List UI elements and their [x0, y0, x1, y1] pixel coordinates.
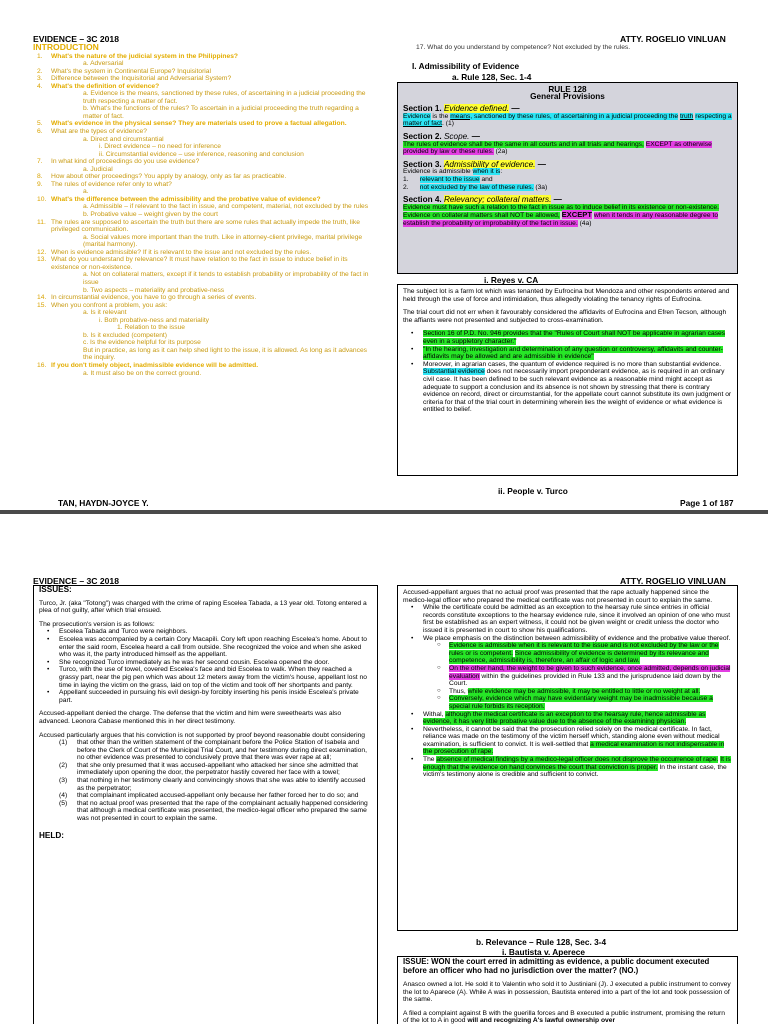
- prosecution-bullet: • She recognized Turco immediately as he was her second cousin. Escelea opened the door.: [39, 659, 372, 667]
- rule-subtitle: General Provisions: [530, 91, 605, 101]
- question-subitem: [33, 271, 371, 286]
- question-item: [33, 219, 371, 234]
- question-number: 1.: [37, 52, 43, 60]
- footer-page-number: Page 1 of 187: [680, 498, 734, 508]
- section-rule-128: a. Rule 128, Sec. 1-4: [452, 72, 532, 82]
- question-text: The rules are supposed to ascertain the truth but there are some rules that actually impede the truth, like privileged communication.: [51, 218, 360, 234]
- page-header-right: ATTY. ROGELIO VINLUAN: [620, 576, 726, 586]
- question-item: [33, 75, 371, 83]
- page-header-right: ATTY. ROGELIO VINLUAN: [620, 34, 726, 44]
- question-text: But in practice, as long as it can help shed light to the issue, it is allowed. As long as it advances the inquiry.: [83, 346, 368, 362]
- question-text: a. Social values more important than the truth. Like in attorney-client privilege, marital privilege (marital harmony).: [83, 233, 363, 249]
- question-subitem: [33, 347, 371, 362]
- question-subitem: [33, 370, 371, 378]
- question-subitem: [33, 151, 371, 159]
- reyes-case-box: [397, 284, 738, 476]
- section-4-text: Evidence must have such a relation to the fact in issue as to induce belief in its existence or non-existence.: [403, 203, 719, 211]
- question-item: [33, 196, 371, 204]
- prosecution-bullet: • Appellant succeeded in pursuing his evil design-by forcibly inserting his penis inside Escelea's private part.: [39, 689, 372, 704]
- question-text: When you confront a problem, you ask:: [51, 301, 168, 309]
- question-text: b. Two aspects – materiality and probative-ness: [83, 286, 225, 294]
- reyes-bullet: • Moreover, in agrarian cases, the quantum of evidence required is no more than substantial evidence. Substantial evidence does not necessarily import preponderant evidence, as is required in an ordinary civil case. It has been defined to be such relevant evidence as a reasonable mind might accept as adequate to support a conclusion and its absence is not shown by stressing that there is contrary evidence on record, direct or circumstantial, for the appellate court cannot substitute its own judgment or criteria for that of the trial court in determining wherein lies the weight of evidence or what evidence is entitled to belief.: [403, 361, 732, 414]
- question-text: In circumstantial evidence, you have to go through a series of events.: [51, 294, 257, 302]
- page-header-left: EVIDENCE – 3C 2018: [33, 576, 119, 586]
- question-text: b. What's the functions of the rules? To ascertain in a judicial proceeding the truth regarding a matter of fact.: [83, 105, 359, 120]
- question-item: [33, 181, 371, 189]
- question-subitem: [33, 166, 371, 174]
- turco-facts-p4: Accused particularly argues that his conviction is not supported by proof beyond reasonable doubt considering: [39, 731, 366, 739]
- question-17: 17. What do you understand by competence? Not excluded by the rules.: [416, 44, 631, 51]
- question-item: [33, 120, 371, 128]
- bautista-facts-p2: A filed a complaint against B with the guerilla forces and B executed a public instrument, promising the return of the lot to A in good will and recognizing A's lawful ownership over: [403, 1009, 725, 1024]
- section-3-text: Evidence is admissible when it is:: [403, 168, 503, 176]
- prosecution-bullets: [39, 628, 372, 704]
- question-subitem: [33, 105, 371, 120]
- ruling-bullet: • Withal, although the medical certificate is an exception to the hearsay rule, hence admissible as evidence, it has very little probative value due to the absence of the examining physician.: [403, 711, 732, 726]
- argument-item: [39, 800, 372, 823]
- question-item: [33, 302, 371, 310]
- question-item: [33, 83, 371, 91]
- reyes-bullet: • Section 16 of P.D. No. 946 provides that the "Rules of Court shall NOT be applicable in agrarian cases even in a suppletory character.": [403, 330, 732, 345]
- argument-item: [39, 777, 372, 792]
- question-number: 8.: [37, 173, 43, 181]
- question-item: [33, 362, 371, 370]
- footer-author: TAN, HAYDN-JOYCE Y.: [58, 498, 149, 508]
- turco-facts-p3: Accused-appellant denied the charge. The defense that the victim and him were sweethearts was also advanced. Leonora Cabase mentioned this in her direct testimony.: [39, 710, 342, 725]
- question-item: [33, 294, 371, 302]
- question-text: How about other proceedings? You apply by analogy, only as far as practicable.: [51, 173, 287, 181]
- question-number: 7.: [37, 158, 43, 166]
- question-text: 1. Relation to the issue: [117, 324, 186, 332]
- section-1-heading: Section 1. Evidence defined. —: [403, 104, 520, 114]
- reyes-facts: The subject lot is a farm lot which was tenanted by Eufrocina but Mendoza and other respondents entered and held through the use of force and intimidation, thus allegedly violating the tenancy rights of Eufrocina.: [403, 288, 730, 303]
- question-text: a. Direct and circumstantial: [83, 135, 164, 143]
- question-text: c. Is the evidence helpful for its purpose: [83, 339, 201, 347]
- bautista-facts-p1: Anasco owned a lot. He sold it to Valentin who sold it to Justiniani (J). J executed a public instrument to convey the lot to Aparece (A). While A was in possession, Bautista entered into a part of the lot and took possession of the same.: [403, 981, 731, 1004]
- section-2-text: The rules of evidence shall be the same in all courts and in all trials and hearings, EXCEPT as otherwise provided by law or these rules. (2a): [403, 140, 712, 156]
- ruling-sub-bullet: ○ On the other hand, the weight to be given to such evidence, once admitted, depends on judicial evaluation within the guidelines provided in Rule 133 and the jurisprudence laid down by the Court.: [403, 665, 732, 688]
- question-subitem: [33, 339, 371, 347]
- question-number: 9.: [37, 180, 43, 188]
- question-number: 3.: [37, 75, 43, 83]
- question-text: When is evidence admissible? If it is relevant to the issue and not excluded by the rules.: [51, 248, 312, 256]
- question-subitem: [33, 309, 371, 317]
- section-2-heading: Section 2. Scope. —: [403, 131, 480, 141]
- intro-heading: INTRODUCTION: [33, 42, 99, 52]
- turco-facts-p2: The prosecution's version is as follows:: [39, 620, 155, 628]
- question-text: What do you understand by relevance? It must have relation to the fact in issue to induce belief in its existence or non-existence.: [51, 256, 348, 271]
- section-relevance: b. Relevance – Rule 128, Sec. 3-4: [476, 937, 607, 947]
- turco-facts-p1: Turco, Jr. (aka "Totong") was charged with the crime of raping Escelea Tabada, a 13 year old. Totong entered a plea of not guilty, after which trial ensued.: [39, 599, 367, 615]
- argument-item: [39, 762, 372, 777]
- question-number: 16.: [37, 361, 47, 369]
- argument-item: [39, 792, 372, 800]
- question-subitem: [33, 287, 371, 295]
- ruling-p1: Accused-appellant argues that no actual proof was presented that the rape actually happened since the medico-legal officer who prepared the medical certificate was not presented in court to explain the same.: [403, 589, 713, 604]
- section-3-heading: Section 3. Admissibility of evidence. —: [403, 159, 546, 169]
- question-text: What's the nature of the judicial system in the Philippines?: [51, 52, 239, 60]
- section-1-text: Evidence is the means, sanctioned by these rules, of ascertaining in a judicial proceeding the truth respecting a matter of fact. (1): [403, 112, 732, 128]
- argument-number: (5): [59, 799, 68, 807]
- ruling-bullet: • While the certificate could be admitted as an exception to the hearsay rule since entries in official records constitute exceptions to the hearsay evidence rule, since it involved an opinion of one who must first be established as an expert witness, it could not be given weight or credit unless the doctor who issued it is presented in court to show his qualifications.: [403, 604, 732, 634]
- question-text: i. Both probative-ness and materiality: [99, 316, 210, 324]
- question-number: 5.: [37, 120, 43, 128]
- ruling-sub-bullet: ○ Evidence is admissible when it is relevant to the issue and is not excluded by the law or the rules or is competent. Since admissibility of evidence is determined by its relevance and competence, admissibility is, therefore, an affair of logic and law.: [403, 642, 732, 665]
- section-3-item-1: 1. relevant to the issue and: [403, 175, 493, 183]
- question-subitem: [33, 211, 371, 219]
- ruling-bullet: • The absence of medical findings by a medico-legal officer does not disprove the occurrence of rape. It is enough that the evidence on hand convinces the court that conviction is proper. In the instant case, the victim's testimony alone is credible and sufficient to convict.: [403, 756, 732, 779]
- bautista-case-box: [397, 956, 738, 1024]
- question-subitem: [33, 60, 371, 68]
- argument-number: (2): [59, 761, 68, 769]
- ruling-sub-bullet: ○ Conversely, evidence which may have evidentiary weight may be inadmissible because a special rule forbids its reception.: [403, 695, 732, 710]
- question-item: [33, 256, 371, 271]
- accused-arguments: [39, 739, 372, 823]
- question-subitem: [33, 317, 371, 325]
- question-number: 13.: [37, 256, 47, 264]
- question-text: b. Is it excluded (competent): [83, 331, 168, 339]
- question-number: 4.: [37, 82, 43, 90]
- question-item: [33, 128, 371, 136]
- ruling-sub-bullet: ○ Thus, while evidence may be admissible, it may be entitled to little or no weight at all.: [403, 688, 732, 696]
- bautista-issue: ISSUE: WON the court erred in admitting as evidence, a public document executed before an officer who had no jurisdiction over the matter? (NO.): [403, 957, 710, 975]
- question-subitem: [33, 188, 371, 196]
- question-number: 14.: [37, 294, 47, 302]
- question-text: a. Evidence is the means, sanctioned by these rules, of ascertaining in a judicial proceeding the truth respecting a matter of fact.: [83, 90, 366, 105]
- question-text: i. Direct evidence – no need for inference: [99, 143, 221, 151]
- question-text: What's the definition of evidence?: [51, 82, 160, 90]
- case-bautista-title: i. Bautista v. Aperece: [502, 947, 586, 957]
- document-page-1: [0, 0, 768, 510]
- question-item: [33, 249, 371, 257]
- question-text: a. Not on collateral matters, except if it tends to establish probability or improbability of the fact in issue: [83, 271, 369, 286]
- question-list: [33, 53, 371, 378]
- question-text: In what kind of proceedings do you use evidence?: [51, 158, 200, 166]
- reyes-bullets: [403, 330, 732, 414]
- question-subitem: [33, 203, 371, 211]
- ruling-bullet: • Nevertheless, it cannot be said that the prosecution relied solely on the medical certificate. In fact, reliance was made on the testimony of the victim herself which, standing alone even without medical examination, is sufficient to convict. It is well-settled that a medical examination is not indispensable in the prosecution of rape.: [403, 726, 732, 756]
- rule-128-box: [397, 82, 738, 274]
- question-text: What's the difference between the admissibility and the probative value of evidence?: [51, 195, 321, 203]
- case-reyes-title: i. Reyes v. CA: [484, 275, 539, 285]
- prosecution-bullet: • Turco, with the use of towel, covered Escelea's face and bid Escelea to walk. When they reached a grassy part, near the pig pen which was about 12 meters away from the victim's house, appellant lost no time in laying the victim on the grass, laid on top of the victim and took off her shortpants and panty.: [39, 666, 372, 689]
- question-subitem: [33, 143, 371, 151]
- argument-item: [39, 739, 372, 762]
- question-subitem: [33, 234, 371, 249]
- question-number: 10.: [37, 195, 47, 203]
- section-admissibility: I. Admissibility of Evidence: [412, 61, 520, 71]
- question-text: a. Judicial: [83, 165, 113, 173]
- question-text: a.: [83, 188, 89, 196]
- question-text: ii. Circumstantial evidence – use inference, reasoning and conclusion: [99, 150, 304, 158]
- question-text: a. Is it relevant: [83, 309, 127, 317]
- question-number: 12.: [37, 248, 47, 256]
- argument-number: (3): [59, 777, 68, 785]
- question-subitem: [33, 332, 371, 340]
- question-item: [33, 158, 371, 166]
- case-turco-title: ii. People v. Turco: [498, 486, 568, 496]
- document-page-2: [0, 514, 768, 1024]
- question-text: What's the system in Continental Europe? Inquisitorial: [51, 67, 212, 75]
- reyes-ruling: The trial court did not err when it favourably considered the affidavits of Eufrocina and Efren Tecson, although the affiants were not presented and subjected to cross-examination.: [403, 309, 727, 324]
- turco-ruling-box: [397, 585, 738, 931]
- reyes-bullet: • "In the hearing, investigation and determination of any question or controversy, affidavits and counter-affidavits may be allowed and are admissible in evidence": [403, 346, 732, 361]
- question-text: a. Admissible – if relevant to the fact in issue, and competent, material, not excluded by the rules: [83, 203, 369, 211]
- issues-heading: ISSUES:: [39, 585, 72, 594]
- question-text: a. Adversarial: [83, 60, 124, 68]
- question-number: 11.: [37, 218, 46, 226]
- question-number: 6.: [37, 128, 43, 136]
- question-text: b. Probative value – weight given by the court: [83, 211, 218, 219]
- argument-text: that she only presumed that it was accused-appellant who attacked her since she admitted that immediately upon opening the door, the perpetrator hastily covered her face with a towel;: [77, 761, 359, 777]
- argument-text: that complainant implicated accused-appellant only because her father forced her to do so; and: [77, 792, 359, 800]
- question-item: [33, 53, 371, 61]
- left-column: [33, 44, 371, 377]
- question-subitem: [33, 136, 371, 144]
- argument-text: that nothing in her testimony clearly and convincingly shows that she was able to identify accused as the perpetrator;: [77, 777, 366, 792]
- section-4-heading: Section 4. Relevancy; collateral matters. —: [403, 195, 562, 205]
- ruling-bullet: • We place emphasis on the distinction between admissibility of evidence and the probative value thereof.: [403, 635, 732, 643]
- argument-text: that other than the written statement of the complainant before the Police Station of Isabela and before the Clerk of Court of the Municipal Trial Court, and her testimony during direct examination, no other evidence was presented to conclusively prove that there was ever rape at all;: [77, 739, 367, 762]
- argument-number: (1): [59, 739, 68, 747]
- question-text: a. It must also be on the correct ground.: [83, 369, 202, 377]
- page-header-left: EVIDENCE – 3C 2018: [33, 34, 119, 44]
- question-number: 15.: [37, 301, 47, 309]
- question-subitem: [33, 90, 371, 105]
- question-text: What are the types of evidence?: [51, 128, 147, 136]
- question-item: [33, 173, 371, 181]
- question-text: If you don't timely object, inadmissible evidence will be admitted.: [51, 361, 259, 369]
- section-3-item-2: 2. not excluded by the law of these rules. (3a): [403, 183, 548, 191]
- question-item: [33, 68, 371, 76]
- prosecution-bullet: • Escelea was accompanied by a certain Cory Macapili. Cory left upon reaching Escelea's home. About to enter the said room, Escelea heard a call from outside. She recognized the voice and when she asked who was it, the party introduced himself as the appellant.: [39, 636, 372, 659]
- turco-facts-box: [33, 585, 378, 1024]
- section-4-text-2: Evidence on collateral matters shall NOT be allowed, EXCEPT when it tends in any reasonable degree to establish the probability or improbability of the fact in issue. (4a): [403, 210, 719, 227]
- question-subitem: [33, 324, 371, 332]
- question-text: Difference between the Inquisitorial and Adversarial System?: [51, 75, 232, 83]
- prosecution-bullet: • Escelea Tabada and Turco were neighbors.: [39, 628, 372, 636]
- argument-text: that no actual proof was presented that the rape of the complainant actually happened considering that although a medical certificate was presented, the medico-legal officer who prepared the same was not presented in court to explain the same.: [77, 799, 368, 823]
- held-heading: HELD:: [39, 830, 65, 840]
- rule-title: RULE 128: [548, 85, 587, 94]
- question-text: What's evidence in the physical sense? They are materials used to prove a factual allegation.: [51, 120, 347, 128]
- argument-number: (4): [59, 792, 68, 800]
- question-text: The rules of evidence refer only to what?: [51, 180, 172, 188]
- question-number: 2.: [37, 67, 43, 75]
